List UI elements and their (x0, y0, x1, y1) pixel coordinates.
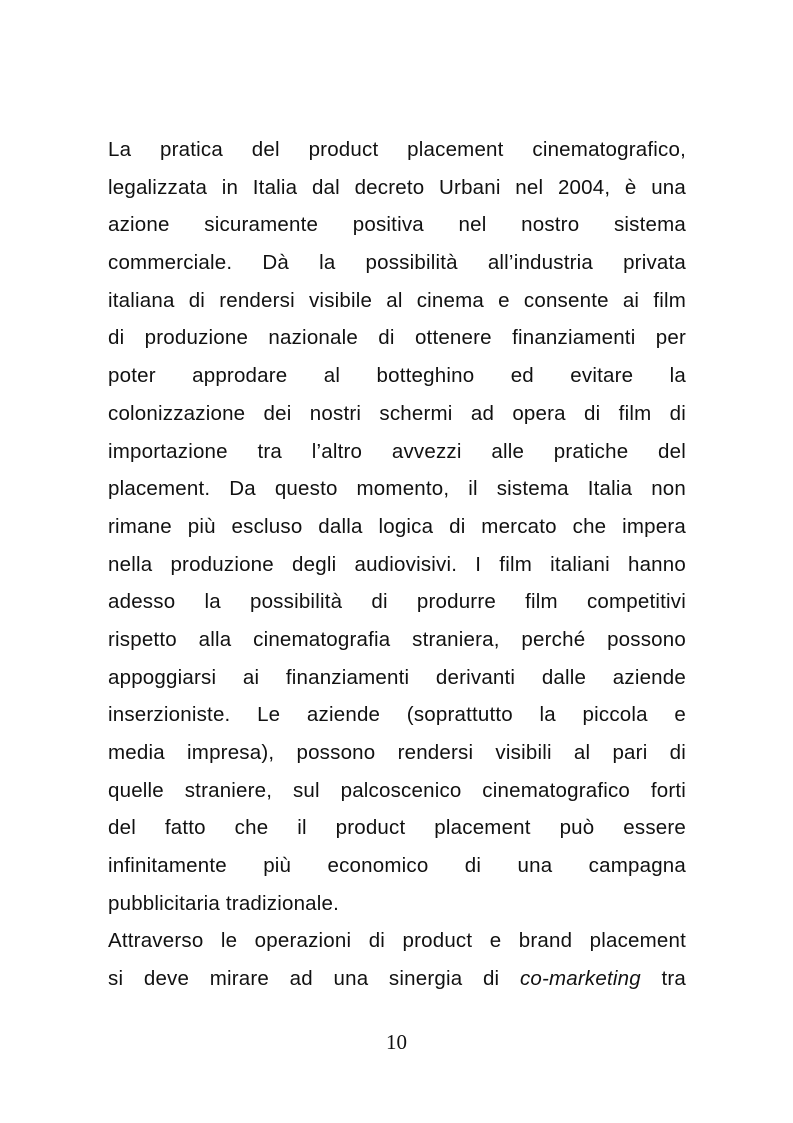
text-line: di produzione nazionale di ottenere finanziamenti per (108, 326, 686, 350)
text-line: infinitamente più economico di una campagna (108, 854, 686, 878)
text-line: colonizzazione dei nostri schermi ad opera di film di (108, 401, 686, 425)
text-line: media impresa), possono rendersi visibili al pari di (108, 741, 686, 764)
text-line: commerciale. Dà la possibilità all’industria privata (108, 251, 686, 275)
text-line: rimane più escluso dalla logica di mercato che impera (108, 514, 686, 538)
italic-term: co-marketing (519, 967, 641, 991)
text-line: inserzioniste. Le aziende (soprattutto la piccola e (108, 703, 686, 727)
body-text (108, 131, 686, 998)
text-fragment: tra (640, 967, 686, 991)
text-line: azione sicuramente positiva nel nostro sistema (108, 213, 686, 237)
text-line: La pratica del product placement cinematografico, (108, 138, 686, 161)
text-line: quelle straniere, sul palcoscenico cinematografico forti (108, 778, 686, 802)
text-line: adesso la possibilità di produrre film competitivi (108, 590, 686, 614)
text-line: nella produzione degli audiovisivi. I film italiani hanno (108, 552, 686, 576)
text-line: importazione tra l’altro avvezzi alle pratiche del (108, 439, 686, 463)
text-line: legalizzata in Italia dal decreto Urbani nel 2004, è una (108, 175, 686, 199)
text-line: appoggiarsi ai finanziamenti derivanti dalle aziende (108, 665, 686, 689)
text-line: poter approdare al botteghino ed evitare la (108, 364, 686, 388)
text-fragment: si deve mirare ad una sinergia di (108, 967, 520, 991)
text-line: Attraverso le operazioni di product e brand placement (108, 929, 686, 953)
page-number: 10 (386, 1030, 407, 1054)
text-line: del fatto che il product placement può essere (108, 816, 686, 840)
text-line: pubblicitaria tradizionale. (108, 891, 340, 915)
text-line: rispetto alla cinematografia straniera, perché possono (108, 627, 686, 651)
text-line: italiana di rendersi visibile al cinema e consente ai film (108, 288, 686, 312)
text-line (108, 960, 686, 998)
text-line: placement. Da questo momento, il sistema Italia non (108, 477, 686, 501)
